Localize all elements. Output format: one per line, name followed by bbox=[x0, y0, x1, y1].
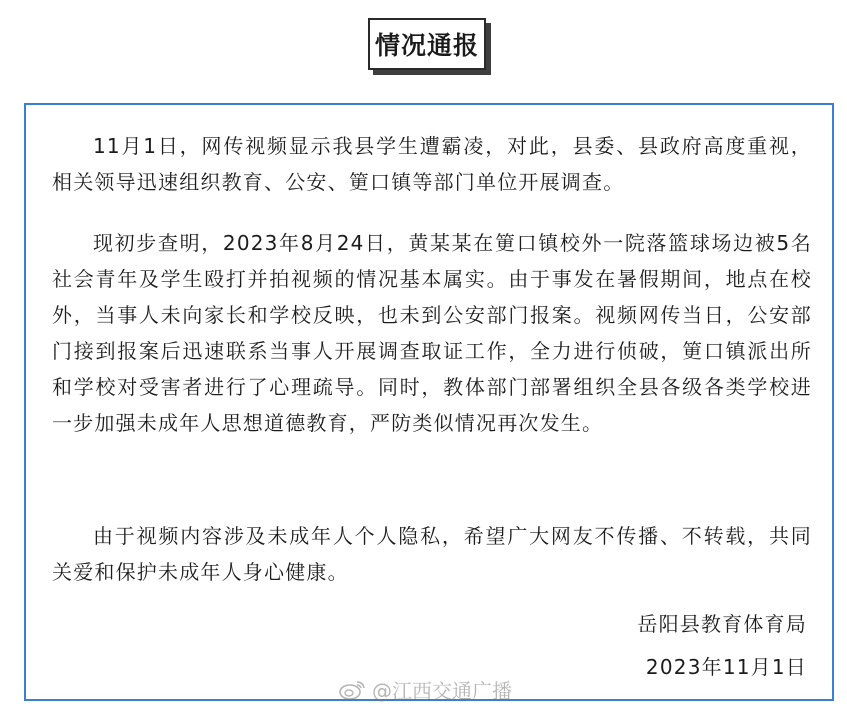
notice-title: 情况通报 bbox=[368, 18, 486, 70]
weibo-icon bbox=[338, 679, 366, 701]
watermark bbox=[338, 675, 512, 704]
watermark-text: @江西交通广播 bbox=[372, 679, 512, 703]
paragraph-3: 由于视频内容涉及未成年人个人隐私，希望广大网友不传播、不转载，共同关爱和保护未成年人身心健康。 bbox=[52, 524, 812, 584]
paragraph-2: 现初步查明，2023年8月24日，黄某某在筻口镇校外一院落篮球场边被5名社会青年及学生殴打并拍视频的情况基本属实。由于事发在暑假期间，地点在校外，当事人未向家长和学校反映，也未到公安部门报案。视频网传当日，公安部门接到报案后迅速联系当事人开展调查取证工作，全力进行侦破，筻口镇派出所和学校对受害者进行了心理疏导。同时，教体部门部署组织全县各级各类学校进一步加强未成年人思想道德教育，严防类似情况再次发生。 bbox=[52, 231, 812, 435]
signature-date: 2023年11月1日 bbox=[645, 655, 807, 679]
paragraph-1: 11月1日，网传视频显示我县学生遭霸凌，对此，县委、县政府高度重视，相关领导迅速组织教育、公安、筻口镇等部门单位开展调查。 bbox=[52, 134, 812, 194]
signature-organization: 岳阳县教育体育局 bbox=[637, 612, 807, 636]
